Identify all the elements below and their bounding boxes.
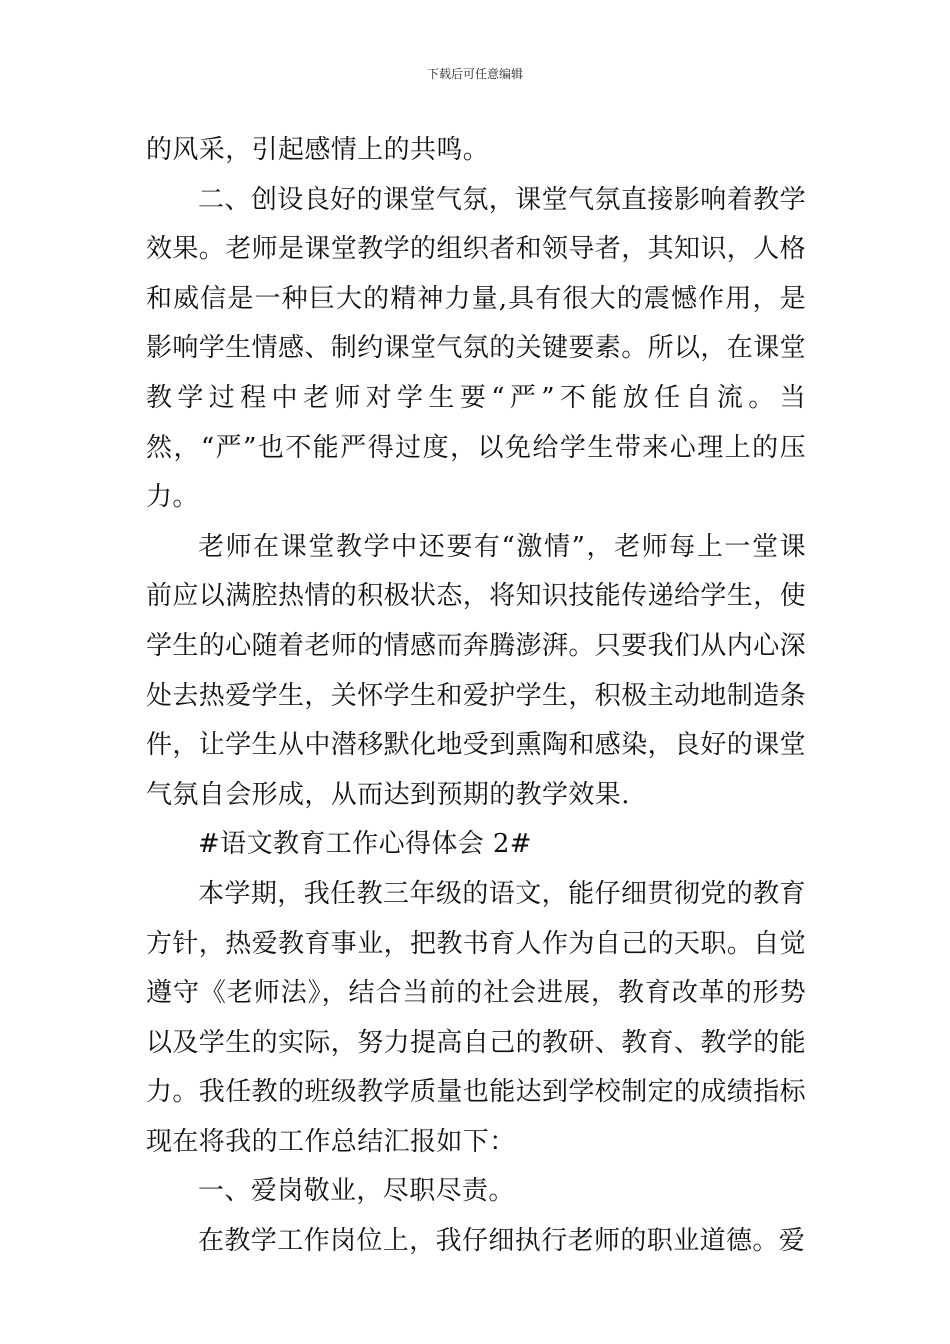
document-body [146, 126, 806, 1267]
paragraph-continuation: 的风采，引起感情上的共鸣。 [146, 135, 490, 165]
section-heading: #语文教育工作心得体会 2# [198, 829, 532, 860]
paragraph-semester-summary: 本学期，我任教三年级的语文，能仔细贯彻党的教育方针，热爱教育事业，把教书育人作为自己的天职。自觉遵守《老师法》，结合当前的社会进展，教育改革的形势以及学生的实际，努力提高自己的教研、教育、教学的能力。我任教的班级教学质量也能达到学校制定的成绩指标现在将我的工作总结汇报如下： [146, 878, 807, 1157]
paragraph-classroom-atmosphere: 二、创设良好的课堂气氛，课堂气氛直接影响着教学效果。老师是课堂教学的组织者和领导者，其知识，人格和威信是一种巨大的精神力量,具有很大的震憾作用，是影响学生情感、制约课堂气氛的关键要素。所以，在课堂教学过程中老师对学生要“严”不能放任自流。当然，“严”也不能严得过度，以免给学生带来心理上的压力。 [146, 184, 807, 513]
subheading-dedication: 一、爱岗敬业，尽职尽责。 [198, 1176, 515, 1207]
paragraph-teacher-passion: 老师在课堂教学中还要有“激情”，老师每上一堂课前应以满腔热情的积极状态，将知识技能传递给学生，使学生的心随着老师的情感而奔腾澎湃。只要我们从内心深处去热爱学生，关怀学生和爱护学生，积极主动地制造条件，让学生从中潜移默化地受到熏陶和感染，良好的课堂气氛自会形成，从而达到预期的教学效果. [146, 531, 807, 810]
page-header: 下载后可任意编辑 [426, 67, 523, 81]
paragraph-teaching-ethics: 在教学工作岗位上，我仔细执行老师的职业道德。爱 [198, 1226, 806, 1257]
